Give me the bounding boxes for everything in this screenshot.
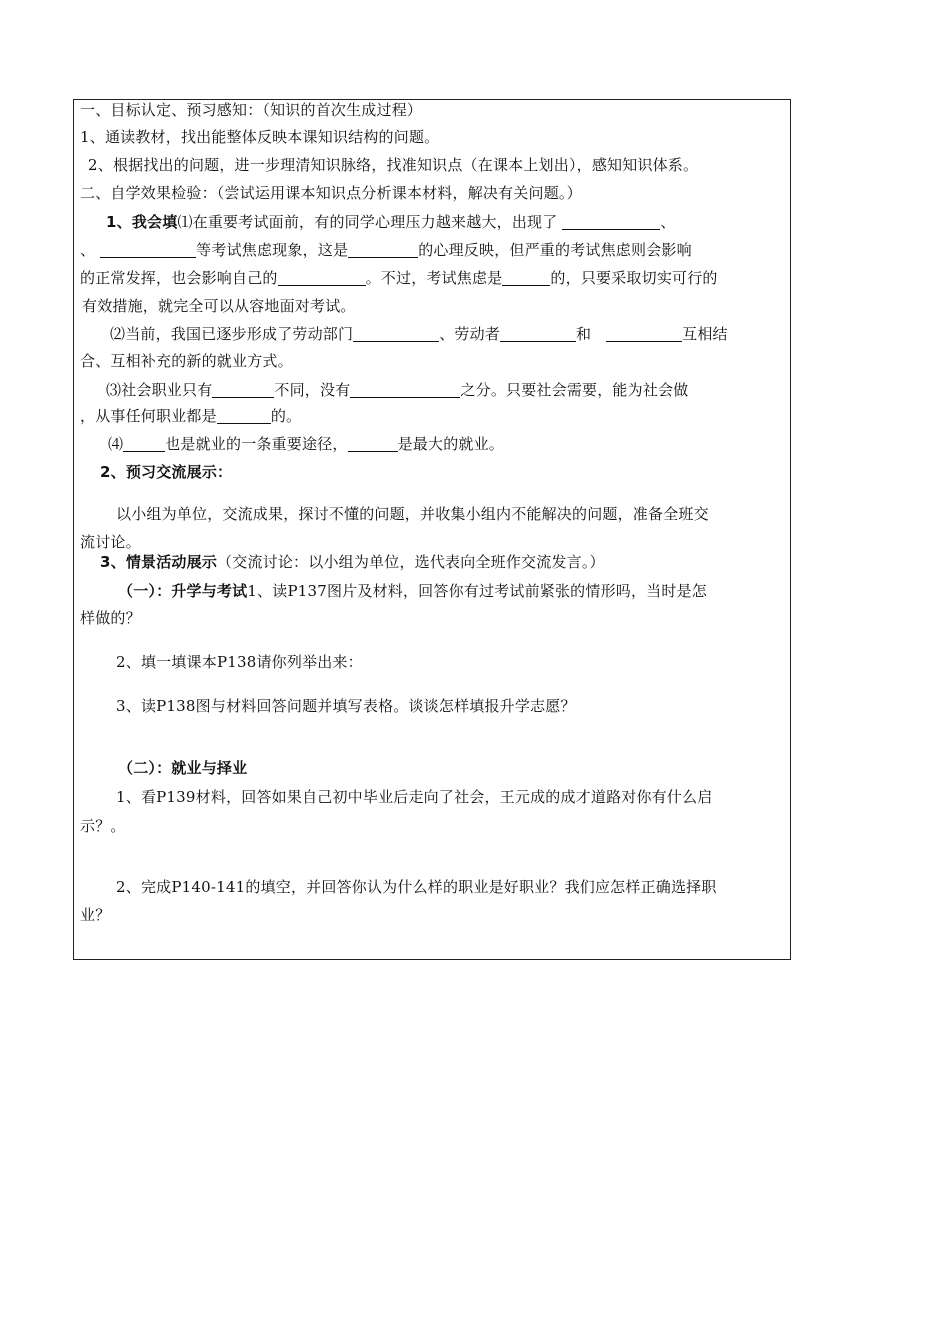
section1-item2: 2、根据找出的问题，进一步理清知识脉络，找准知识点（在课本上划出），感知知识体系。 xyxy=(88,156,699,174)
exchange-text-line2: 流讨论。 xyxy=(80,533,141,551)
fill-q1-line4: 有效措施，就完全可以从容地面对考试。 xyxy=(82,297,356,315)
part1-heading: （一）：升学与考试 xyxy=(118,582,248,600)
answer-blank[interactable] xyxy=(502,270,550,286)
part2-q2-line2: 业？ xyxy=(80,906,111,924)
answer-blank[interactable] xyxy=(562,214,660,230)
answer-blank[interactable] xyxy=(350,382,460,398)
exchange-text-line1: 以小组为单位，交流成果，探讨不懂的问题，并收集小组内不能解决的问题，准备全班交 xyxy=(116,505,709,523)
worksheet-box xyxy=(73,99,791,960)
part2-q1-line1: 1、看P139材料，回答如果自己初中毕业后走向了社会，王元成的成才道路对你有什么启 xyxy=(116,788,713,806)
fill-q1-line1: 1、我会填⑴在重要考试面前，有的同学心理压力越来越大，出现了 、 xyxy=(106,213,676,231)
answer-blank[interactable] xyxy=(212,382,274,398)
answer-blank[interactable] xyxy=(100,242,196,258)
section1-item1: 1、通读教材，找出能整体反映本课知识结构的问题。 xyxy=(80,128,440,146)
part1-q3: 3、读P138图与材料回答问题并填写表格。谈谈怎样填报升学志愿？ xyxy=(116,697,576,715)
answer-blank[interactable] xyxy=(123,436,165,452)
answer-blank[interactable] xyxy=(278,270,366,286)
answer-blank[interactable] xyxy=(606,326,682,342)
fill-q3-line1: ⑶社会职业只有 不同，没有 之分。只要社会需要，能为社会做 xyxy=(106,381,689,399)
part2-q1-line2: 示？。 xyxy=(80,817,126,835)
fill-q2-line2: 合、互相补充的新的就业方式。 xyxy=(80,352,293,370)
answer-blank[interactable] xyxy=(348,436,398,452)
part1-q2: 2、填一填课本P138请你列举出来： xyxy=(116,653,363,671)
part2-q2-line1: 2、完成P140-141的填空，并回答你认为什么样的职业是好职业？我们应怎样正确选择职 xyxy=(116,878,717,896)
fill-q4: ⑷ 也是就业的一条重要途径， 是最大的就业。 xyxy=(108,435,505,453)
answer-blank[interactable] xyxy=(500,326,576,342)
section2-heading: 二、自学效果检验：（尝试运用课本知识点分析课本材料，解决有关问题。） xyxy=(80,184,582,202)
fill-q2-line1: ⑵当前，我国已逐步形成了劳动部门 、劳动者 和 互相结 xyxy=(110,325,728,343)
part2-heading: （二）：就业与择业 xyxy=(118,759,248,777)
answer-blank[interactable] xyxy=(353,326,439,342)
scene-heading: 3、情景活动展示（交流讨论：以小组为单位，选代表向全班作交流发言。） xyxy=(100,553,605,571)
fill-q1-line2: 、 等考试焦虑现象，这是 的心理反映，但严重的考试焦虑则会影响 xyxy=(80,241,692,259)
fill-label: 1、我会填 xyxy=(106,213,178,231)
section1-heading: 一、目标认定、预习感知：（知识的首次生成过程） xyxy=(80,101,423,119)
part1-line2: 样做的？ xyxy=(80,609,141,627)
fill-q1-line3: 的正常发挥，也会影响自己的 。不过，考试焦虑是 的，只要采取切实可行的 xyxy=(80,269,718,287)
fill-q3-line2: ，从事任何职业都是 的。 xyxy=(80,407,302,425)
part1-line1: （一）：升学与考试1、读P137图片及材料，回答你有过考试前紧张的情形吗，当时是怎 xyxy=(118,582,707,600)
exchange-heading: 2、预习交流展示： xyxy=(100,463,233,481)
answer-blank[interactable] xyxy=(217,408,271,424)
answer-blank[interactable] xyxy=(348,242,418,258)
